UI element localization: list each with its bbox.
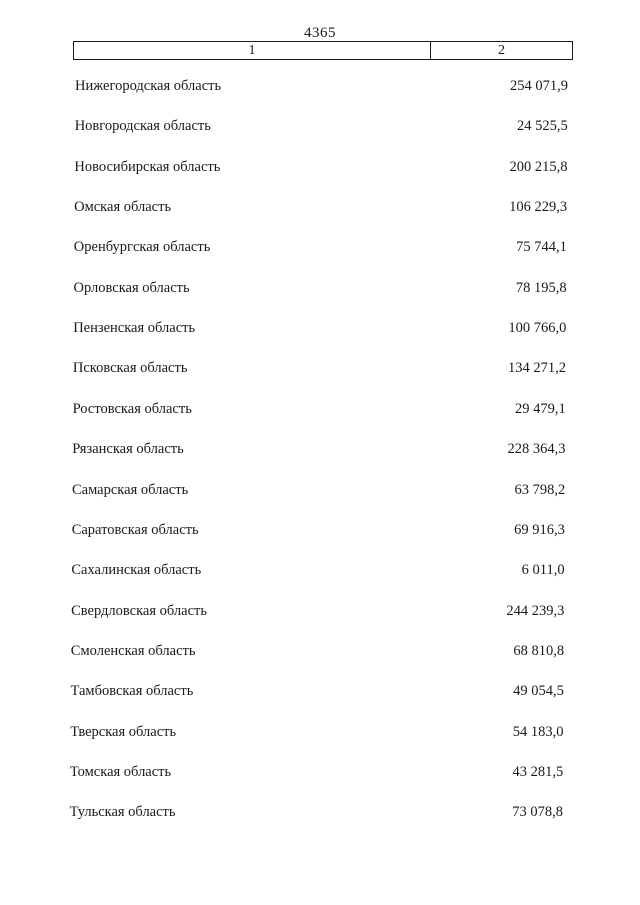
region-value: 134 271,2 xyxy=(508,360,567,377)
table-row xyxy=(0,77,640,95)
region-value: 244 239,3 xyxy=(506,602,565,619)
region-name: Томская область xyxy=(69,763,172,780)
region-name: Нижегородская область xyxy=(75,78,222,94)
region-name: Рязанская область xyxy=(72,441,184,458)
region-value: 54 183,0 xyxy=(512,723,564,740)
table-row xyxy=(0,602,640,620)
region-name: Смоленская область xyxy=(70,642,196,659)
page-number: 4365 xyxy=(304,25,336,41)
region-value: 75 744,1 xyxy=(516,239,567,256)
table-row xyxy=(0,359,640,377)
region-value: 6 011,0 xyxy=(521,562,565,579)
table-row xyxy=(0,440,640,458)
region-name: Тверская область xyxy=(70,723,177,740)
region-value: 63 798,2 xyxy=(514,481,566,498)
column-header-1: 1 xyxy=(74,42,431,59)
region-value: 106 229,3 xyxy=(509,199,568,216)
table-row xyxy=(0,198,640,216)
region-value: 78 195,8 xyxy=(515,279,567,296)
region-name: Тамбовская область xyxy=(70,683,194,700)
region-value: 43 281,5 xyxy=(512,763,564,780)
table-row xyxy=(0,279,640,297)
region-name: Самарская область xyxy=(72,481,189,498)
region-name: Тульская область xyxy=(69,804,176,821)
table-row xyxy=(0,642,640,660)
region-value: 29 479,1 xyxy=(515,400,566,417)
region-name: Новгородская область xyxy=(74,118,211,135)
region-name: Саратовская область xyxy=(71,521,199,538)
table-row xyxy=(0,723,640,741)
region-value: 69 916,3 xyxy=(514,521,565,538)
region-name: Сахалинская область xyxy=(71,562,202,579)
table-row xyxy=(0,158,640,176)
region-name: Омская область xyxy=(74,199,172,216)
region-value: 254 071,9 xyxy=(510,78,568,94)
region-name: Новосибирская область xyxy=(74,158,221,175)
table-row xyxy=(0,238,640,256)
table-row xyxy=(0,682,640,700)
table-row xyxy=(0,481,640,499)
region-value: 49 054,5 xyxy=(513,683,564,700)
region-value: 228 364,3 xyxy=(507,441,566,458)
region-value: 68 810,8 xyxy=(513,642,565,659)
region-name: Оренбургская область xyxy=(73,239,211,256)
region-value: 200 215,8 xyxy=(509,158,568,175)
region-name: Орловская область xyxy=(73,279,190,296)
region-value: 24 525,5 xyxy=(516,118,568,135)
region-name: Пензенская область xyxy=(73,320,196,337)
table-row xyxy=(0,400,640,418)
table-row xyxy=(0,521,640,539)
column-header-2: 2 xyxy=(498,43,505,58)
table-row xyxy=(0,803,640,821)
region-name: Ростовская область xyxy=(72,400,192,417)
region-value: 73 078,8 xyxy=(512,804,563,821)
region-name: Псковская область xyxy=(72,360,188,377)
table-row xyxy=(0,319,640,337)
table-row xyxy=(0,561,640,579)
region-value: 100 766,0 xyxy=(508,320,567,337)
table-row xyxy=(0,763,640,781)
table-row xyxy=(0,117,640,135)
region-name: Свердловская область xyxy=(71,602,207,619)
